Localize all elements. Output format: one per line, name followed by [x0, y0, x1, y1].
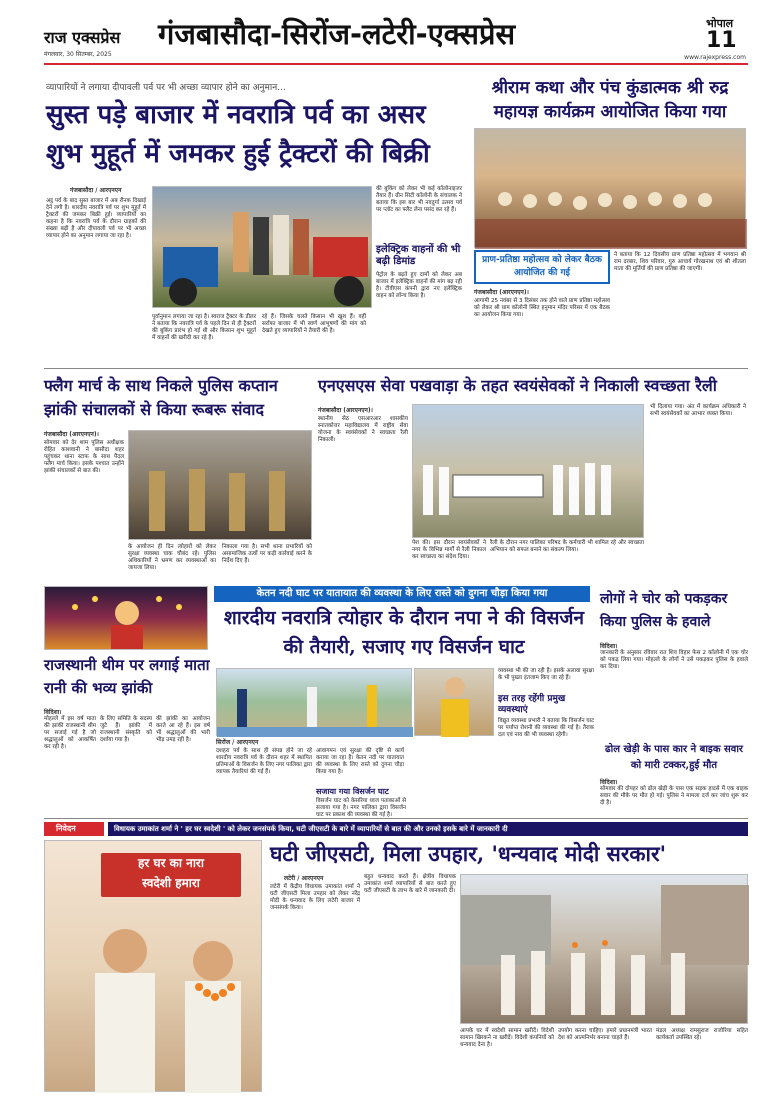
body2: के आयोजन ही दिन त्योहारों को लेकर सुरक्षा व्यवस्था चाक चौबंद रहे। पुलिस अधिकारियों ने भ्रमण कर व्यवस्थाओं का जायजा लिया।: [128, 544, 216, 571]
body-col5: मंडल अध्यक्ष रामसुराज राजोरिया सहित कार्यकर्ता उपस्थित रहे।: [656, 1028, 748, 1041]
headline: लोगों ने चोर को पकड़कर किया पुलिस के हवाले: [600, 591, 728, 630]
ketan-banner: केतन नदी घाट पर यातायात की व्यवस्था के लिए रास्ते को दुगना चौड़ा किया गया: [214, 586, 590, 602]
headline: सुस्त पड़े बाजार में नवरात्रि पर्व का असर शुभ मुहूर्त में जमकर हुई ट्रैक्टरों की बिक्री: [46, 100, 430, 169]
body: मोहल्ले में इस वर्ष माता की झांकी राजस्थानी थीम पर सजाई गई है जो श्रद्धालुओं को आकर्षित कर रही है।: [44, 716, 96, 750]
body: स्थानीय सेठ एसआरआर शासकीय स्नातकोत्तर महाविद्यालय में राष्ट्रीय सेवा योजना के स्वयंसेवकों ने स्वच्छता रैली निकाली।: [318, 416, 408, 443]
gst-photo-right: [460, 874, 748, 1024]
police-illustration: [129, 431, 313, 541]
strap: व्यापारियों ने लगाया दीपावली पर्व पर भी अच्छा व्यापार होने का अनुमान...: [46, 83, 286, 93]
ghat-illustration: [217, 669, 413, 737]
tractor-photo: [152, 186, 372, 308]
subhead: प्राण-प्रतिष्ठा महोत्सव को लेकर बैठक आयोजित की गई: [482, 255, 602, 278]
tractor-illustration: [153, 187, 373, 309]
website: www.rajexpress.com: [684, 54, 746, 61]
headline: एनएसएस सेवा पखवाड़ा के तहत स्वयंसेवकों ने निकाली स्वच्छता रैली: [318, 376, 717, 395]
subhead-box: [474, 250, 610, 284]
body-col1: अट्ठ पर्व के बाद सुस्त बाजार में अब रौनक दिखाई देने लगी है। शारदीय नवरात्रि पर्व पर शुभ मुहूर्त में ट्रैक्टरों की जमकर बिक्री हुई। व्यापारियों का कहना है कि नवरात्रि पर्व के दौरान ग्राहकों की संख्या बढ़ी है और दीपावली पर्व पर भी अच्छा व्यापार होने का अनुमान लगाया जा रहा है।: [46, 198, 146, 239]
byline: लटेरी / आरएनएन: [284, 875, 324, 882]
banner-line2: स्वदेशी हमारा: [142, 876, 200, 890]
body-col2: ने बताया कि 12 दिवसीय प्राण प्रतिष्ठा महोत्सव में भगवान श्री राम दरबार, शिव परिवार, गुरु आचार्य गोरखनाथ एवं श्री शीतला माता की मूर्तियों की प्राण प्रतिष्ठा की जाएगी।: [614, 252, 746, 272]
body2: के लिए समिति के सदस्य जुटे हैं। झांकी में राजस्थानी संस्कृति को दर्शाया गया है।: [100, 716, 152, 743]
subhead2: इस तरह रहेंगी प्रमुख व्यवस्थाएं: [498, 694, 566, 715]
byline: गंजबासौदा (आरएनएन)।: [44, 431, 99, 438]
byline: विदिशा।: [44, 709, 62, 716]
byline: विदिशा।: [600, 779, 618, 786]
mla-illustration: [45, 841, 263, 1093]
paper-name: राज एक्सप्रेस: [44, 28, 121, 47]
body-col2: पूर्वानुमान लगाया जा रहा है। स्वराज ट्रैक्टर के डीलर ने बताया कि नवरात्रि पर्व के पहले दिन से ही ट्रैक्टरों की बुकिंग प्रारंभ हो गई थी और किसान शुभ मुहूर्त में वाहनों की खरीदी कर रहे हैं।: [152, 314, 256, 341]
body: सोमवार को देर शाम पुलिस अधीक्षक रोहित काशवानी ने बासौदा शहर पहुंचकर थाना स्टाफ के साथ पैदल फ्लैग मार्च किया। इसके पश्चात उन्होंने झांकी संचालकों से बात की।: [44, 440, 124, 474]
rally-illustration: [413, 405, 645, 539]
headline: शारदीय नवरात्रि त्योहार के दौरान नपा ने की विसर्जन की तैयारी, सजाए गए विसर्जन घाट: [223, 607, 585, 658]
body2: आवागमन एवं सुरक्षा की दृष्टि से कार्य कराया जा रहा है। केतन नदी पर यातायात की व्यवस्था के लिए रास्ते को दुगना चौड़ा किया गया है।: [316, 748, 404, 775]
jhanki-photo: [44, 586, 208, 650]
body5: विद्युत व्यवस्था प्रभारी ने बताया कि विसर्जन घाट पर पर्याप्त रोशनी की व्यवस्था की गई है। तैराक दल एवं नाव की भी व्यवस्था रहेगी।: [498, 718, 594, 738]
body4: व्यवस्था भी की जा रही है। इसके अलावा सुरक्षा के भी पुख्ता इंतजाम किए जा रहे हैं।: [498, 668, 594, 681]
body2: पेश की। इस दौरान स्वयंसेवकों ने नगर के विभिन्न मार्गों से रैली निकाल कर स्वच्छता का संदेश दिया।: [412, 540, 486, 560]
body3: की झांकी का आयोजन करते आ रहे हैं। इस वर्ष भी श्रद्धालुओं की भारी भीड़ उमड़ रही है।: [156, 716, 210, 743]
katha-photo: [474, 128, 746, 248]
body-col4: की बुकिंग को लेकर भी कई कॉलोनाइजर तैयार हैं। ग्रीन सिटी कॉलोनी के संचालक ने बताया कि इस बार भी नवदुर्गा उत्सव पर्व पर प्लॉट का फ्लैट लेना पसंद कर रहे हैं।: [376, 186, 462, 213]
section-divider-2: [44, 818, 748, 819]
body-col4b: पेट्रोल के बढ़ते हुए दामों को लेकर अब बाजार में इलेक्ट्रिक वाहनों की मांग बढ़ रही है। टीवीएस कंपनी द्वारा नए इलेक्ट्रिक वाहन को लॉन्च किया है।: [376, 272, 462, 299]
byline: विदिशा।: [600, 643, 618, 650]
byline: गंजबासौदा / आरएनएन: [70, 187, 122, 194]
body: जानकारी के अनुसार रविवार रात शिव विहार फेस 2 कॉलोनी में एक चोर को पकड़ लिया गया। मोहल्ले के लोगों ने उसे पकड़कर पुलिस के हवाले कर दिया।: [600, 650, 748, 670]
goddess-illustration: [45, 587, 209, 651]
body3: रैली के दौरान नगर पालिका परिषद के कर्मचारी भी शामिल रहे और स्वच्छता अभियान को सफल बनाने का संकल्प लिया।: [490, 540, 644, 553]
market-illustration: [461, 875, 749, 1025]
body: दशहरा पर्व के साथ ही संपन्न होने जा रहे शारदीय नवरात्रि पर्व के दौरान शहर में स्थापित प्रतिमाओं के विसर्जन के लिए नगर पालिका द्वारा व्यापक तैयारियां की गई हैं।: [216, 748, 312, 775]
nivedan-label: निवेदन: [44, 822, 104, 836]
date-line: मंगलवार, 30 सितम्बर, 2025: [44, 51, 112, 58]
byline: सिरोंज / आरएनएन: [216, 739, 259, 746]
crowd-illustration: [475, 129, 747, 249]
body3: विसर्जन घाट को केसरिया ध्वज पताकाओं से सजाया गया है। नगर पालिका द्वारा विसर्जन घाट पर प्रकाश की व्यवस्था की गई है।: [316, 798, 406, 818]
flag-march-photo: [128, 430, 312, 540]
subhead1: सजाया गया विसर्जन घाट: [316, 787, 389, 796]
gst-photo-left: [44, 840, 262, 1092]
body4: भी दिलाया गया। अंत में कार्यक्रम अधिकारी ने सभी स्वयंसेवकों का आभार व्यक्त किया।: [650, 404, 746, 417]
byline: गंजबासौदा (आरएनएन)।: [318, 407, 373, 414]
banner-line1: हर घर का नारा: [138, 856, 204, 870]
byline: गंजबासौदा (आरएनएन)।: [474, 289, 529, 296]
headline: फ्लैग मार्च के साथ निकले पुलिस कप्तान झांकी संचालकों से किया रूबरू संवाद: [44, 376, 278, 419]
body-col4: उपयोग करना चाहिए। हमारे प्रधानमंत्री भारत देश को आत्मनिर्भर बनाना चाहते हैं।: [558, 1028, 652, 1041]
headline: राजस्थानी थीम पर लगाई माता रानी की भव्य झांकी: [44, 656, 210, 697]
body: सोमवार की दोपहर को ढोल खेड़ी के पास एक सड़क हादसे में एक बाइक सवार की मौके पर मौत हो गई। पुलिस ने मामला दर्ज कर जांच शुरू कर दी है।: [600, 786, 748, 806]
section-divider-1: [44, 368, 748, 369]
body-col3: रहे हैं। जिसके चलते किसान भी खुश हैं। वहीं सर्राफा बाजार में भी स्वर्ण आभूषणों की मांग को देखते हुए व्यापारियों ने तैयारी की है।: [262, 314, 366, 334]
body-col1: लटेरी में केंद्रीय विधायक उमाकांत शर्मा ने घटी जीएसटी मिला उपहार को लेकर नरेंद्र मोदी के धन्यवाद के लिए लटेरी बाजार में जनसंपर्क किया।: [270, 884, 360, 911]
edition-title: गंजबासौदा-सिरोंज-लटेरी-एक्सप्रेस: [158, 17, 516, 51]
page-number: 11: [706, 28, 737, 53]
subhead-electric: इलेक्ट्रिक वाहनों की भी बढ़ी डिमांड: [376, 244, 461, 267]
headline: घटी जीएसटी, मिला उपहार, 'धन्यवाद मोदी सरकार': [270, 841, 667, 866]
strap: विधायक उमाकांत शर्मा ने ' हर घर स्वदेशी ' को लेकर जनसंपर्क किया, घटी जीएसटी के बारे में व्यापारियों से बात की और उनको इसके बारे में जानकारी दी: [108, 822, 748, 836]
ghat-photo: [216, 668, 412, 736]
headline: ढोल खेड़ी के पास कार ने बाइक सवार को मारी टक्कर,हुई मौत: [605, 744, 743, 771]
headline: श्रीराम कथा और पंच कुंडात्मक श्री रुद्र महायज्ञ कार्यक्रम आयोजित किया गया: [491, 78, 729, 122]
body-col2: बहुत धन्यवाद करते हैं। क्षेत्रीय विधायक उमाकांत शर्मा व्यापारियों से बात करते हुए घटी जीएसटी के लाभ के बारे में जानकारी दी।: [364, 874, 456, 894]
body-col1: आगामी 25 नवंबर से 3 दिसंबर तक होने वाले प्राण प्रतिष्ठा महोत्सव को लेकर श्री धाम कॉलोनी स्थित हनुमान मंदिर परिसर में एक बैठक का आयोजन किया गया।: [474, 298, 610, 318]
officer-illustration: [415, 669, 495, 737]
body-col3: आपके घर में स्वदेशी सामान खरीदें। विदेशी सामान खिरकने ना खरीदें। विदेशी कंपनियों को धन्यवाद देना है।: [460, 1028, 554, 1048]
cmo-photo: [414, 668, 494, 736]
body3: निकाला गया है। सभी थाना प्रभारियों को असामाजिक तत्वों पर कड़ी कार्रवाई करने के निर्देश दिए हैं।: [222, 544, 312, 564]
masthead-rule: [44, 63, 748, 65]
nss-rally-photo: [412, 404, 644, 538]
city-label: भोपाल: [706, 17, 734, 30]
